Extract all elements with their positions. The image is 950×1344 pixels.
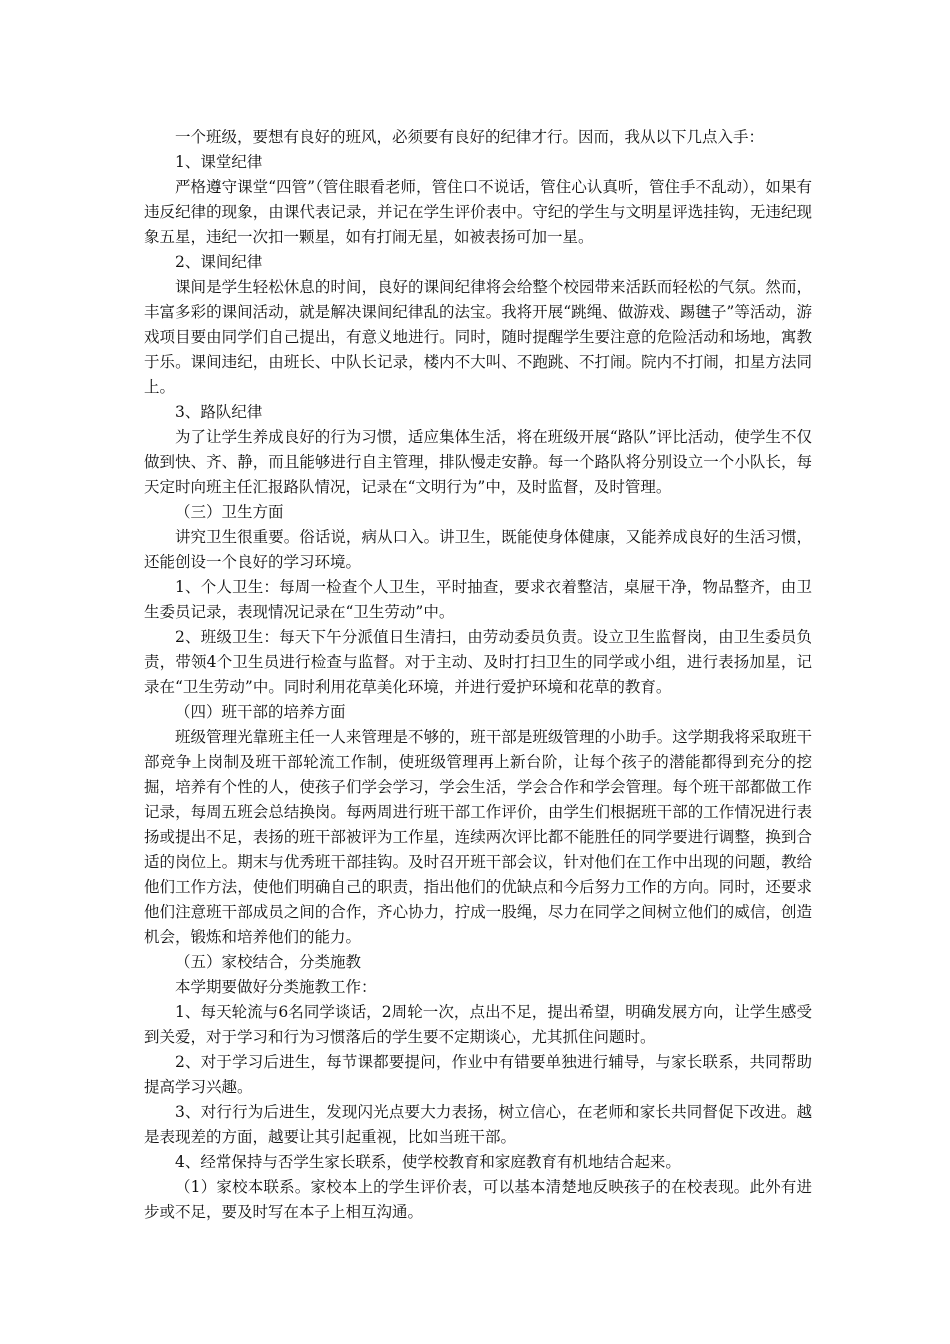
paragraph-queue-discipline: 为了让学生养成良好的行为习惯，适应集体生活，将在班级开展“路队”评比活动，使学生不仅做到快、齐、静，而且能够进行自主管理，排队慢走安静。每一个路队将分别设立一个小队长，每天定时向班主任汇报路队情况，记录在“文明行为”中，及时监督，及时管理。 bbox=[144, 428, 812, 496]
document-body bbox=[144, 125, 812, 1225]
paragraph-home-school-intro: 本学期要做好分类施教工作： bbox=[175, 978, 377, 996]
paragraph-hygiene-intro: 讲究卫生很重要。俗话说，病从口入。讲卫生，既能使身体健康，又能养成良好的生活习惯，还能创设一个良好的学习环境。 bbox=[144, 528, 812, 571]
heading-class-cadre: （四）班干部的培养方面 bbox=[175, 703, 346, 721]
heading-home-school: （五）家校结合，分类施教 bbox=[175, 953, 362, 971]
paragraph-sub-item-1: （1）家校本联系。家校本上的学生评价表，可以基本清楚地反映孩子的在校表现。此外有进步或不足，要及时写在本子上相互沟通。 bbox=[144, 1178, 812, 1221]
heading-queue-discipline: 3、路队纪律 bbox=[175, 403, 263, 421]
paragraph-personal-hygiene: 1、个人卫生：每周一检查个人卫生，平时抽查，要求衣着整洁，桌屉干净，物品整齐，由卫生委员记录，表现情况记录在“卫生劳动”中。 bbox=[144, 578, 812, 621]
paragraph-class-cadre: 班级管理光靠班主任一人来管理是不够的，班干部是班级管理的小助手。这学期我将采取班干部竞争上岗制及班干部轮流工作制，使班级管理再上新台阶，让每个孩子的潜能都得到充分的挖掘，培养有个性的人，使孩子们学会学习，学会生活，学会合作和学会管理。每个班干部都做工作记录，每周五班会总结换岗。每两周进行班干部工作评价，由学生们根据班干部的工作情况进行表扬或提出不足，表扬的班干部被评为工作星，连续两次评比都不能胜任的同学要进行调整，换到合适的岗位上。期末与优秀班干部挂钩。及时召开班干部会议，针对他们在工作中出现的问题，教给他们工作方法，使他们明确自己的职责，指出他们的优缺点和今后努力工作的方向。同时，还要求他们注意班干部成员之间的合作，齐心协力，拧成一股绳，尽力在同学之间树立他们的威信，创造机会，锻炼和培养他们的能力。 bbox=[144, 728, 812, 946]
heading-classroom-discipline: 1、课堂纪律 bbox=[175, 153, 263, 171]
paragraph-item-4: 4、经常保持与否学生家长联系，使学校教育和家庭教育有机地结合起来。 bbox=[175, 1153, 681, 1171]
paragraph-classroom-discipline: 严格遵守课堂“四管”（管住眼看老师，管住口不说话，管住心认真听，管住手不乱动），如果有违反纪律的现象，由课代表记录，并记在学生评价表中。守纪的学生与文明星评选挂钩，无违纪现象五星，违纪一次扣一颗星，如有打闹无星，如被表扬可加一星。 bbox=[144, 178, 812, 246]
paragraph-class-hygiene: 2、班级卫生：每天下午分派值日生清扫，由劳动委员负责。设立卫生监督岗，由卫生委员负责，带领4个卫生员进行检查与监督。对于主动、及时打扫卫生的同学或小组，进行表扬加星，记录在“卫生劳动”中。同时利用花草美化环境，并进行爱护环境和花草的教育。 bbox=[144, 628, 812, 696]
paragraph-item-3: 3、对行行为后进生，发现闪光点要大力表扬，树立信心，在老师和家长共同督促下改进。越是表现差的方面，越要让其引起重视，比如当班干部。 bbox=[144, 1103, 812, 1146]
paragraph-recess-discipline: 课间是学生轻松休息的时间，良好的课间纪律将会给整个校园带来活跃而轻松的气氛。然而，丰富多彩的课间活动，就是解决课间纪律乱的法宝。我将开展“跳绳、做游戏、踢毽子”等活动，游戏项目要由同学们自己提出，有意义地进行。同时，随时提醒学生要注意的危险活动和场地，寓教于乐。课间违纪，由班长、中队长记录，楼内不大叫、不跑跳、不打闹。院内不打闹，扣星方法同上。 bbox=[144, 278, 812, 396]
paragraph-item-1: 1、每天轮流与6名同学谈话，2周轮一次，点出不足，提出希望，明确发展方向，让学生感受到关爱，对于学习和行为习惯落后的学生要不定期谈心，尤其抓住问题时。 bbox=[144, 1003, 812, 1046]
heading-recess-discipline: 2、课间纪律 bbox=[175, 253, 263, 271]
heading-hygiene: （三）卫生方面 bbox=[175, 503, 284, 521]
paragraph-item-2: 2、对于学习后进生，每节课都要提问，作业中有错要单独进行辅导，与家长联系，共同帮助提高学习兴趣。 bbox=[144, 1053, 812, 1096]
paragraph-intro: 一个班级，要想有良好的班风，必须要有良好的纪律才行。因而，我从以下几点入手： bbox=[175, 128, 765, 146]
